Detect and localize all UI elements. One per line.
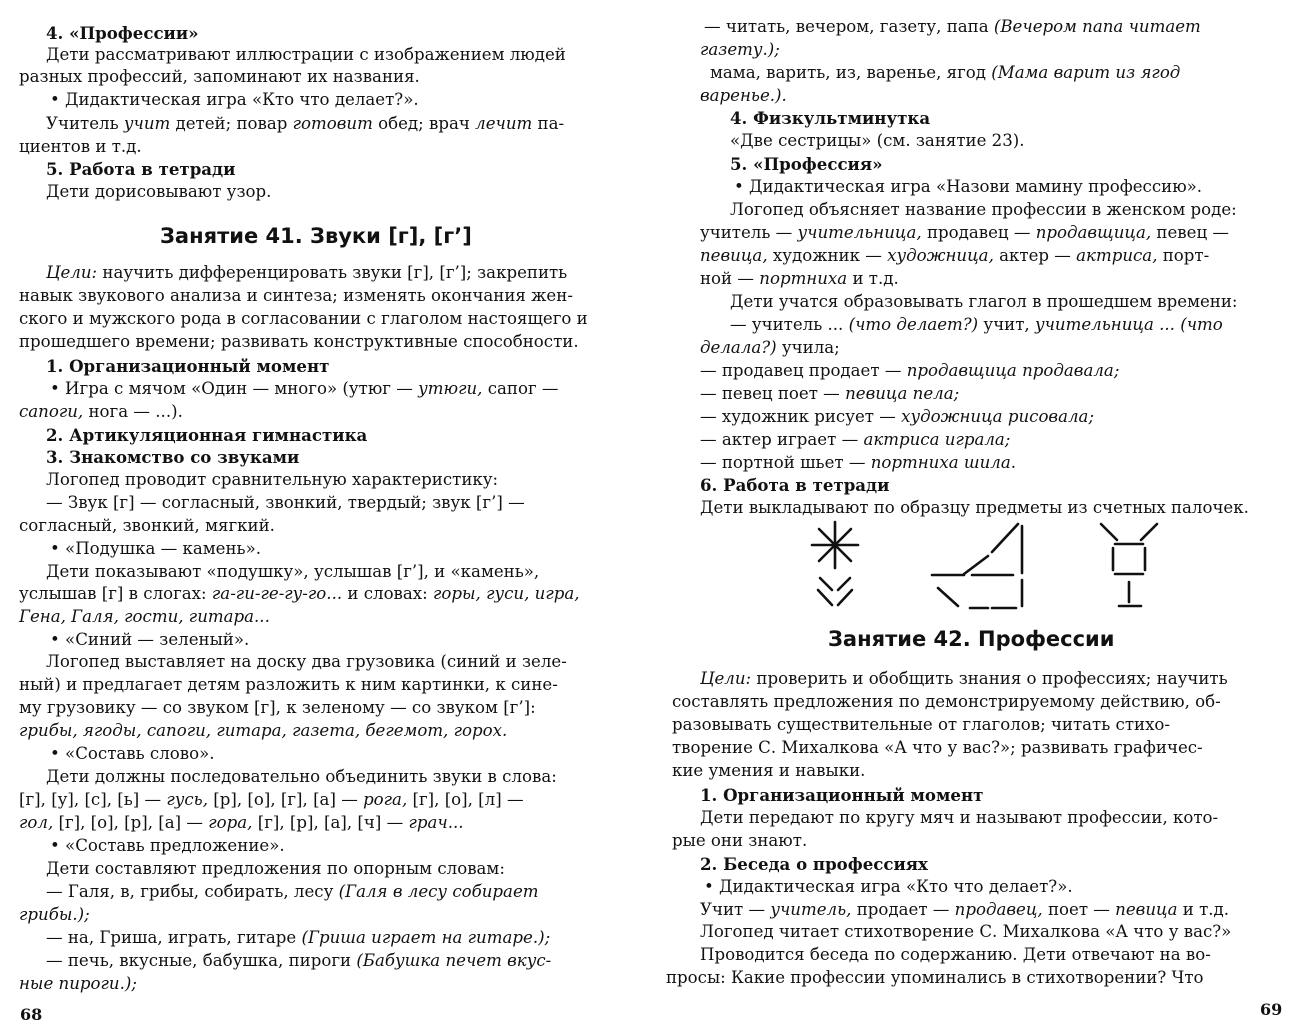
text-run: согласный, звонкий, мягкий. (19, 516, 275, 535)
text-run: учитель — (700, 223, 798, 242)
text-run: рога, (363, 790, 408, 809)
text-line (19, 308, 588, 330)
text-line (19, 515, 275, 537)
text-run: — читать, вечером, газету, папа (704, 17, 994, 36)
text-line (700, 784, 983, 807)
text-line (700, 39, 780, 61)
text-run: • «Подушка — камень». (50, 539, 262, 558)
text-line (50, 378, 559, 400)
text-run: [г], [о], [л] — (407, 790, 524, 809)
text-run: — печь, вкусные, бабушка, пироги (46, 951, 357, 970)
text-run: Учитель (46, 114, 124, 133)
text-run: (Вечером папа читает (993, 17, 1201, 36)
text-run: ского и мужского рода в согласовании с глаголом настоящего и (19, 309, 588, 328)
text-run: и словах: (342, 584, 434, 603)
text-run: сапог — (482, 379, 559, 398)
text-run: просы: Какие профессии упоминались в стихотворении? Что (666, 968, 1204, 987)
text-run: лечит (475, 114, 533, 133)
text-run: • «Составь предложение». (50, 836, 285, 855)
text-line (19, 904, 90, 926)
text-run: певица, (700, 246, 768, 265)
text-line (46, 44, 566, 66)
text-run: художница, (887, 246, 994, 265)
text-line (19, 812, 464, 834)
text-line (700, 337, 840, 359)
text-run: Логопед объясняет название профессии в женском роде: (730, 200, 1237, 219)
text-run: (Мама варит из ягод (991, 63, 1181, 82)
text-line (19, 789, 524, 811)
text-run: учительница ... (что (1034, 315, 1223, 334)
text-run: Гена, Галя, гости, гитара... (19, 607, 270, 626)
text-line (672, 714, 1170, 736)
text-line (700, 899, 1229, 921)
text-run: • «Составь слово». (50, 744, 215, 763)
text-run: 1. Организационный момент (46, 356, 330, 376)
text-line (700, 497, 1249, 519)
text-run: портниха шила. (870, 453, 1017, 472)
text-line (46, 766, 557, 788)
text-run: Логопед выставляет на доску два грузовика (синий и зеле- (46, 652, 567, 671)
text-line (50, 743, 215, 765)
text-run: — учитель ... (730, 315, 849, 334)
text-run: гол, (19, 813, 54, 832)
text-line (700, 245, 1209, 267)
text-run: циентов и т.д. (19, 137, 142, 156)
text-run: Цели: (46, 263, 98, 282)
text-run: Дети учатся образовывать глагол в прошедшем времени: (730, 292, 1238, 311)
text-run: [р], [о], [г], [а] — (208, 790, 364, 809)
text-run: продавец, (954, 900, 1043, 919)
text-line (46, 561, 539, 583)
text-line (672, 830, 807, 852)
text-run: грибы.); (19, 905, 90, 924)
text-run: Проводится беседа по содержанию. Дети отвечают на во- (700, 945, 1211, 964)
text-run: и т.д. (847, 269, 899, 288)
text-run: — актер играет — (700, 430, 864, 449)
text-run: Цели: (700, 669, 752, 688)
text-run: 1. Организационный момент (700, 785, 984, 805)
text-line (666, 967, 1204, 989)
text-run: гора, (208, 813, 253, 832)
text-run: и т.д. (1177, 900, 1230, 919)
text-line (19, 697, 536, 719)
text-run: продавщица продавала; (906, 361, 1120, 380)
text-run: Дети выкладывают по образцу предметы из счетных палочек. (700, 498, 1249, 517)
text-line (672, 737, 1203, 759)
text-run: варенье.). (700, 86, 787, 105)
text-run: 4. Физкультминутка (730, 108, 931, 128)
text-run: Логопед проводит сравнительную характеристику: (46, 470, 499, 489)
text-run: учительница, (797, 223, 922, 242)
lamp-figure (1095, 518, 1165, 613)
text-line (46, 355, 329, 378)
text-line (50, 538, 261, 560)
text-run: му грузовику — со звуком [г], к зеленому — со звуком [г’]: (19, 698, 536, 717)
text-run: • «Синий — зеленый». (50, 630, 250, 649)
text-run: ные пироги.); (19, 974, 137, 993)
text-line (46, 113, 564, 135)
text-line (730, 291, 1238, 313)
text-run: нога — ...). (83, 402, 183, 421)
text-run: горы, гуси, игра, (433, 584, 580, 603)
text-run: ный) и предлагает детям разложить к ним картинки, к сине- (19, 675, 558, 694)
text-line (46, 181, 271, 203)
text-line (700, 807, 1218, 829)
text-run: грач... (408, 813, 464, 832)
chair-figure (928, 518, 1053, 613)
text-run: (что делает?) (848, 315, 979, 334)
text-line (19, 331, 579, 353)
text-run: певица пела; (845, 384, 960, 403)
flower-figure (790, 518, 880, 613)
text-run: обед; врач (372, 114, 476, 133)
text-run: учит, (978, 315, 1035, 334)
text-run: продавщица, (1035, 223, 1152, 242)
text-run: — продавец продает — (700, 361, 907, 380)
text-line (46, 881, 539, 903)
text-run: готовит (292, 114, 373, 133)
text-run: художница рисовала; (901, 407, 1095, 426)
text-line (710, 62, 1180, 84)
text-run: порт- (1157, 246, 1210, 265)
text-run: — певец поет — (700, 384, 846, 403)
text-run: Логопед читает стихотворение С. Михалкова «А что у вас?» (700, 922, 1232, 941)
text-run: газету.); (700, 40, 780, 59)
text-run: Дети составляют предложения по опорным словам: (46, 859, 505, 878)
text-run: делала?) (700, 338, 777, 357)
text-run: поет — (1042, 900, 1116, 919)
text-line (700, 268, 899, 290)
lesson-42-heading: Занятие 42. Профессии (828, 627, 1115, 651)
page-number-left: 68 (20, 1005, 43, 1024)
text-line (700, 85, 787, 107)
text-run: научить дифференцировать звуки [г], [г’]; закрепить (97, 263, 568, 282)
text-line (19, 401, 183, 423)
text-line (46, 469, 498, 491)
text-line (734, 176, 1202, 198)
text-run: навык звукового анализа и синтеза; изменять окончания жен- (19, 286, 573, 305)
text-run: [г], [у], [с], [ь] — (19, 790, 167, 809)
text-line (46, 858, 505, 880)
text-run: (Гриша играет на гитаре.); (301, 928, 551, 947)
text-run: утюги, (418, 379, 483, 398)
text-run: разовывать существительные от глаголов; читать стихо- (672, 715, 1171, 734)
text-run: гусь, (166, 790, 208, 809)
text-run: 6. Работа в тетради (700, 475, 890, 495)
text-run: — портной шьет — (700, 453, 871, 472)
text-line (46, 158, 235, 181)
text-line (700, 452, 1016, 474)
text-line (46, 651, 567, 673)
text-run: 4. «Профессии» (46, 23, 199, 43)
text-run: актер — (993, 246, 1077, 265)
text-line (730, 130, 1025, 152)
text-run: учила; (776, 338, 840, 357)
text-run: • Игра с мячом «Один — много» (утюг — (50, 379, 419, 398)
text-run: (Бабушка печет вкус- (356, 951, 552, 970)
text-run: составлять предложения по демонстрируемому действию, об- (672, 692, 1221, 711)
text-line (19, 606, 270, 628)
text-run: учитель, (770, 900, 852, 919)
text-line (19, 583, 580, 605)
text-run: «Две сестрицы» (см. занятие 23). (730, 131, 1025, 150)
text-run: — Галя, в, грибы, собирать, лесу (46, 882, 339, 901)
text-line (19, 285, 573, 307)
text-run: • Дидактическая игра «Назови мамину профессию». (734, 177, 1203, 196)
text-line (19, 66, 420, 88)
text-run: • Дидактическая игра «Кто что делает?». (50, 90, 419, 109)
text-run: услышав [г] в слогах: (19, 584, 212, 603)
text-run: ной — (700, 269, 760, 288)
text-line (46, 262, 567, 284)
text-line (700, 921, 1231, 943)
text-line (19, 136, 142, 158)
text-line (46, 424, 367, 447)
text-line (700, 474, 889, 497)
text-run: — на, Гриша, играть, гитаре (46, 928, 302, 947)
text-run: Дети рассматривают иллюстрации с изображением людей (46, 45, 566, 64)
text-line (700, 853, 928, 876)
text-run: Дети показывают «подушку», услышав [г’], и «камень», (46, 562, 540, 581)
text-run: детей; повар (170, 114, 293, 133)
text-line (700, 429, 1010, 451)
text-run: сапоги, (19, 402, 84, 421)
text-run: грибы, ягоды, сапоги, гитара, газета, бегемот, горох. (19, 721, 508, 740)
text-run: проверить и обобщить знания о профессиях; научить (751, 669, 1228, 688)
text-line (46, 22, 199, 45)
text-line (730, 314, 1223, 336)
text-line (19, 973, 137, 995)
text-line (46, 492, 525, 514)
text-line (700, 222, 1229, 244)
text-line (46, 927, 550, 949)
text-line (19, 720, 507, 742)
text-line (700, 360, 1119, 382)
text-run: Учит — (700, 900, 771, 919)
text-line (19, 674, 558, 696)
text-run: — Звук [г] — согласный, звонкий, твердый; звук [г’] — (46, 493, 525, 512)
text-line (50, 629, 249, 651)
text-run: 2. Артикуляционная гимнастика (46, 425, 368, 445)
text-run: Дети дорисовывают узор. (46, 182, 272, 201)
text-line (704, 876, 1073, 898)
page-number-right: 69 (1260, 1000, 1283, 1019)
text-line (700, 406, 1094, 428)
text-run: кие умения и навыки. (672, 761, 866, 780)
text-run: прошедшего времени; развивать конструктивные способности. (19, 332, 579, 351)
text-line (46, 950, 551, 972)
text-line (700, 668, 1228, 690)
text-run: па- (532, 114, 565, 133)
text-run: портниха (759, 269, 848, 288)
text-run: продает — (851, 900, 955, 919)
text-run: Дети передают по кругу мяч и называют профессии, кото- (700, 808, 1219, 827)
text-line (672, 760, 865, 782)
text-line (700, 383, 959, 405)
text-run: • Дидактическая игра «Кто что делает?». (704, 877, 1073, 896)
right-page (650, 0, 1300, 1031)
text-run: мама, варить, из, варенье, ягод (710, 63, 992, 82)
text-run: рые они знают. (672, 831, 808, 850)
text-run: художник — (767, 246, 888, 265)
text-run: 5. Работа в тетради (46, 159, 236, 179)
text-run: [г], [р], [а], [ч] — (252, 813, 409, 832)
text-run: творение С. Михалкова «А что у вас?»; развивать графичес- (672, 738, 1203, 757)
text-run: актриса, (1076, 246, 1158, 265)
text-line (700, 944, 1211, 966)
text-line (730, 153, 882, 176)
text-run: актриса играла; (863, 430, 1011, 449)
text-line (50, 835, 285, 857)
lesson-41-heading: Занятие 41. Звуки [г], [г’] (160, 224, 472, 248)
text-run: 2. Беседа о профессиях (700, 854, 928, 874)
text-run: 5. «Профессия» (730, 154, 883, 174)
text-run: (Галя в лесу собирает (338, 882, 539, 901)
text-run: 3. Знакомство со звуками (46, 447, 300, 467)
text-line (730, 199, 1237, 221)
text-run: — художник рисует — (700, 407, 902, 426)
text-run: продавец — (921, 223, 1036, 242)
text-run: учит (123, 114, 171, 133)
text-line (50, 89, 419, 111)
text-run: певица (1115, 900, 1178, 919)
text-line (730, 107, 930, 130)
text-line (672, 691, 1221, 713)
text-line (704, 16, 1201, 38)
text-run: [г], [о], [р], [а] — (53, 813, 209, 832)
text-run: разных профессий, запоминают их названия. (19, 67, 420, 86)
text-run: Дети должны последовательно объединить звуки в слова: (46, 767, 557, 786)
text-line (46, 446, 299, 469)
text-run: га-ги-ге-гу-го... (211, 584, 343, 603)
text-run: певец — (1151, 223, 1229, 242)
